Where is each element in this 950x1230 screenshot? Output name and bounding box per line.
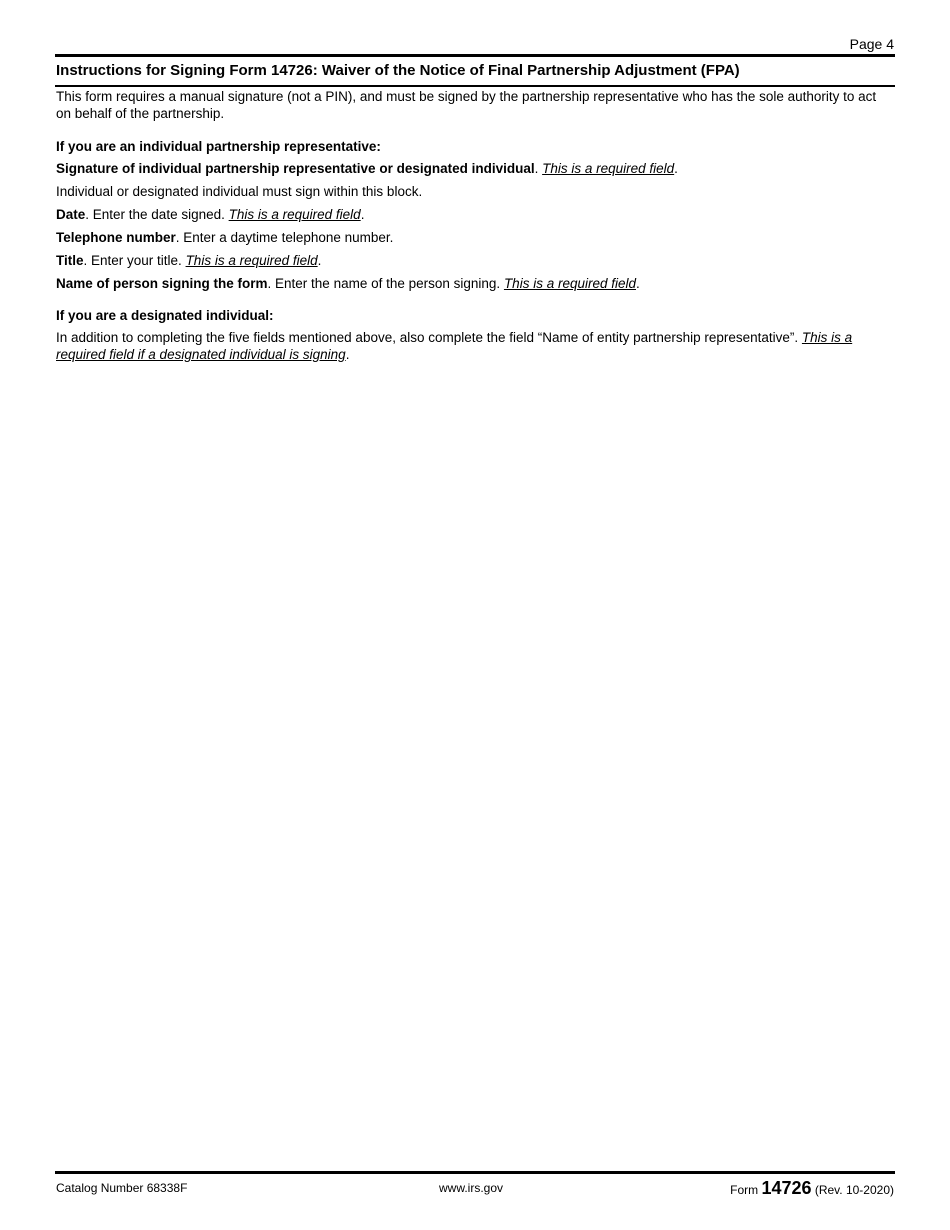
website-link[interactable]: www.irs.gov [439,1181,504,1195]
telephone-text: . Enter a daytime telephone number. [175,230,394,245]
page-number: Page 4 [849,36,894,52]
name-instruction: Name of person signing the form. Enter the name of the person signing. This is a required field. [56,276,640,291]
form-prefix: Form [730,1183,762,1197]
designated-section-heading: If you are a designated individual: [56,308,274,323]
intro-paragraph: This form requires a manual signature (not a PIN), and must be signed by the partnership representative who has the sole authority to act on behalf of the partnership. [56,89,877,121]
form-number: 14726 [761,1178,812,1198]
name-text: . Enter the name of the person signing. [267,276,504,291]
designated-text: In addition to completing the five fields mentioned above, also complete the field “Name of entity partnership representative”. [56,330,802,345]
date-instruction: Date. Enter the date signed. This is a required field. [56,207,365,222]
telephone-instruction [56,229,892,246]
page-title: Instructions for Signing Form 14726: Waiver of the Notice of Final Partnership Adjustment (FPA) [56,62,740,79]
title-instruction: Title. Enter your title. This is a required field. [56,253,322,268]
designated-instruction: In addition to completing the five fields mentioned above, also complete the field “Name of entity partnership representative”. This is a required field if a designated individual is signing. [56,330,853,362]
title-bar [55,54,895,87]
signature-required-note: This is a required field [542,161,675,176]
title-label: Title [56,253,84,268]
individual-section-heading: If you are an individual partnership representative: [56,139,381,154]
name-label: Name of person signing the form [56,276,268,291]
page-footer [56,1178,894,1198]
signature-label: Signature of individual partnership representative or designated individual [56,161,535,176]
signature-instruction: Signature of individual partnership representative or designated individual. This is a required field. [56,161,678,176]
footer-divider [55,1171,895,1174]
sign-block-note: Individual or designated individual must sign within this block. [56,184,423,199]
instructions-body [56,88,892,363]
date-label: Date [56,207,86,222]
form-revision [730,1178,894,1199]
telephone-label: Telephone number [56,230,176,245]
name-required-note: This is a required field [503,276,636,291]
designated-required-note: This is a required field if a designated individual is signing [56,330,853,362]
date-required-note: This is a required field [228,207,361,222]
title-text: . Enter your title. [83,253,186,268]
revision-date: (Rev. 10-2020) [811,1183,894,1197]
catalog-number: Catalog Number 68338F [56,1181,188,1195]
title-required-note: This is a required field [185,253,318,268]
date-text: . Enter the date signed. [85,207,229,222]
